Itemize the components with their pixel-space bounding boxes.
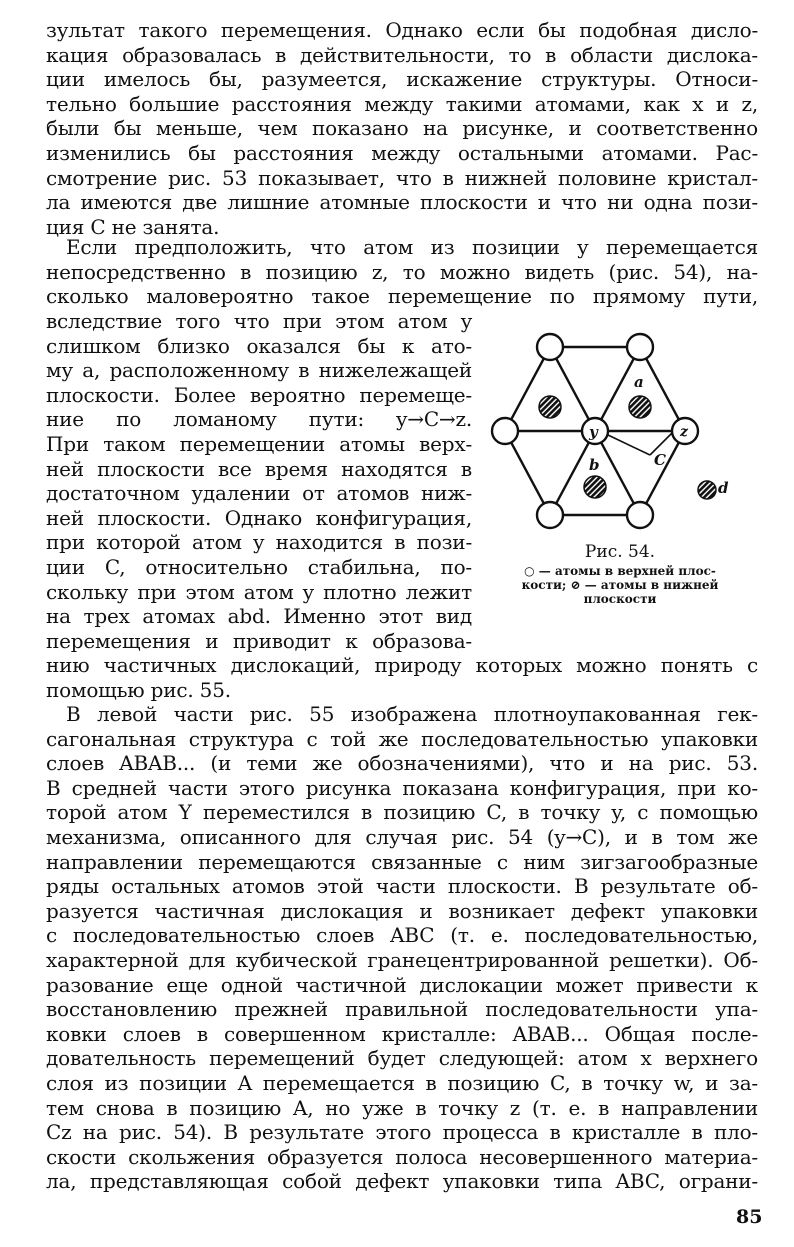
upper-atom: [627, 334, 653, 360]
text-line: ряды остальных атомов этой части плоскости. В результате об-: [46, 874, 758, 899]
text-line: Cz на рис. 54). В результате этого процесса в кристалле в пло-: [46, 1120, 758, 1145]
text-line: В средней части этого рисунка показана конфигурация, при ко-: [46, 775, 758, 800]
text-line: В левой части рис. 55 изображена плотноупакованная гек-: [66, 702, 758, 726]
text-line: ции имелось бы, разумеется, искажение структуры. Относи-: [46, 67, 758, 92]
lower-atom-a: [629, 396, 651, 418]
text-line: При таком перемещении атомы верх-: [46, 431, 472, 456]
text-line: вследствие того что при этом атом y: [46, 309, 472, 333]
paragraph-2: [46, 235, 758, 309]
text-line: кация образовалась в действительности, то в области дислока-: [46, 42, 758, 67]
label-d: d: [718, 479, 729, 497]
text-line: ние по ломаному пути: y→C→z.: [46, 407, 472, 432]
upper-atom: [537, 334, 563, 360]
caption-title: Рис. 54.: [584, 542, 656, 562]
text-line: сагональная структура с той же последовательностью упаковки: [46, 726, 758, 751]
text-line: ковки слоев в совершенном кристалле: ABAB... Общая после-: [46, 1021, 758, 1046]
text-line: тельно большие расстояния между такими атомами, как x и z,: [46, 91, 758, 116]
lower-atom-b: [584, 476, 606, 498]
text-line: ла имеются две лишние атомные плоскости и что ни одна пози-: [46, 190, 758, 215]
text-line: довательность перемещений будет следующей: атом x верхнего: [46, 1046, 758, 1071]
upper-atom: [627, 502, 653, 528]
caption-legend-line: плоскости: [583, 592, 657, 606]
text-line: перемещения и приводит к образова-: [46, 628, 472, 653]
text-line: смотрение рис. 53 показывает, что в нижней половине кристал-: [46, 165, 758, 190]
text-line: изменились бы расстояния между остальными атомами. Рас-: [46, 140, 758, 165]
text-line: достаточном удалении от атомов ниж-: [46, 481, 472, 506]
label-a: a: [634, 373, 644, 391]
paragraph-1: [46, 18, 758, 239]
text-line: восстановлению прежней правильной последовательности упа-: [46, 997, 758, 1022]
text-line: Если предположить, что атом из позиции y перемещается: [66, 235, 758, 259]
text-line: ней плоскости все время находятся в: [46, 456, 472, 481]
page-number: 85: [736, 1206, 763, 1228]
text-line: скости скольжения образуется полоса несовершенного материа-: [46, 1144, 758, 1169]
text-line: торой атом Y переместился в позицию C, в точку y, с помощью: [46, 800, 758, 825]
text-line: плоскости. Более вероятно перемеще-: [46, 382, 472, 407]
label-C: C: [654, 451, 666, 469]
text-line: ней плоскости. Однако конфигурация,: [46, 505, 472, 530]
figure-54-caption: [490, 540, 750, 606]
label-y: y: [589, 423, 598, 441]
label-b: b: [589, 456, 600, 474]
text-line: разование еще одной частичной дислокации может привести к: [46, 972, 758, 997]
text-line: слишком близко оказался бы к ато-: [46, 333, 472, 358]
text-line: механизма, описанного для случая рис. 54 (y→C), и в том же: [46, 824, 758, 849]
text-line: направлении перемещаются связанные с ним зигзагообразные: [46, 849, 758, 874]
caption-legend-line: кости; ⊘ — атомы в нижней: [521, 578, 719, 592]
text-line: нию частичных дислокаций, природу которых можно понять с: [46, 653, 758, 677]
text-line: непосредственно в позицию z, то можно видеть (рис. 54), на-: [46, 259, 758, 284]
text-line: разуется частичная дислокация и возникает дефект упаковки: [46, 898, 758, 923]
text-line: слоя из позиции A перемещается в позицию C, в точку w, и за-: [46, 1070, 758, 1095]
text-line: с последовательностью слоев ABC (т. е. последовательностью,: [46, 923, 758, 948]
paragraph-3: [46, 702, 758, 1194]
text-line: характерной для кубической гранецентрированной решетки). Об-: [46, 947, 758, 972]
text-line: сколько маловероятно такое перемещение по прямому пути,: [46, 284, 758, 309]
lower-atom-left: [539, 396, 561, 418]
upper-atom: [537, 502, 563, 528]
label-z: z: [680, 424, 688, 440]
text-line: ции C, относительно стабильна, по-: [46, 554, 472, 579]
text-line: тем снова в позицию A, но уже в точку z (т. е. в направлении: [46, 1095, 758, 1120]
text-line: на трех атомах abd. Именно этот вид: [46, 604, 472, 629]
text-line: скольку при этом атом y плотно лежит: [46, 579, 472, 604]
upper-atom: [492, 418, 518, 444]
text-line: ция C не занята.: [46, 214, 220, 239]
text-line: слоев ABAB... (и теми же обозначениями), что и на рис. 53.: [46, 751, 758, 776]
paragraph-2-tail: [46, 653, 758, 702]
caption-legend-line: ○ — атомы в верхней плос-: [524, 564, 716, 578]
lower-atom-d: [698, 481, 716, 499]
text-line: при которой атом y находится в пози-: [46, 530, 472, 555]
text-line: зультат такого перемещения. Однако если бы подобная дисло-: [46, 18, 758, 42]
text-line: ла, представляющая собой дефект упаковки типа ABC, ограни-: [46, 1169, 758, 1194]
text-line: му a, расположенному в нижележащей: [46, 358, 472, 383]
text-line: помощью рис. 55.: [46, 677, 231, 702]
text-line: были бы меньше, чем показано на рисунке, и соответственно: [46, 116, 758, 141]
